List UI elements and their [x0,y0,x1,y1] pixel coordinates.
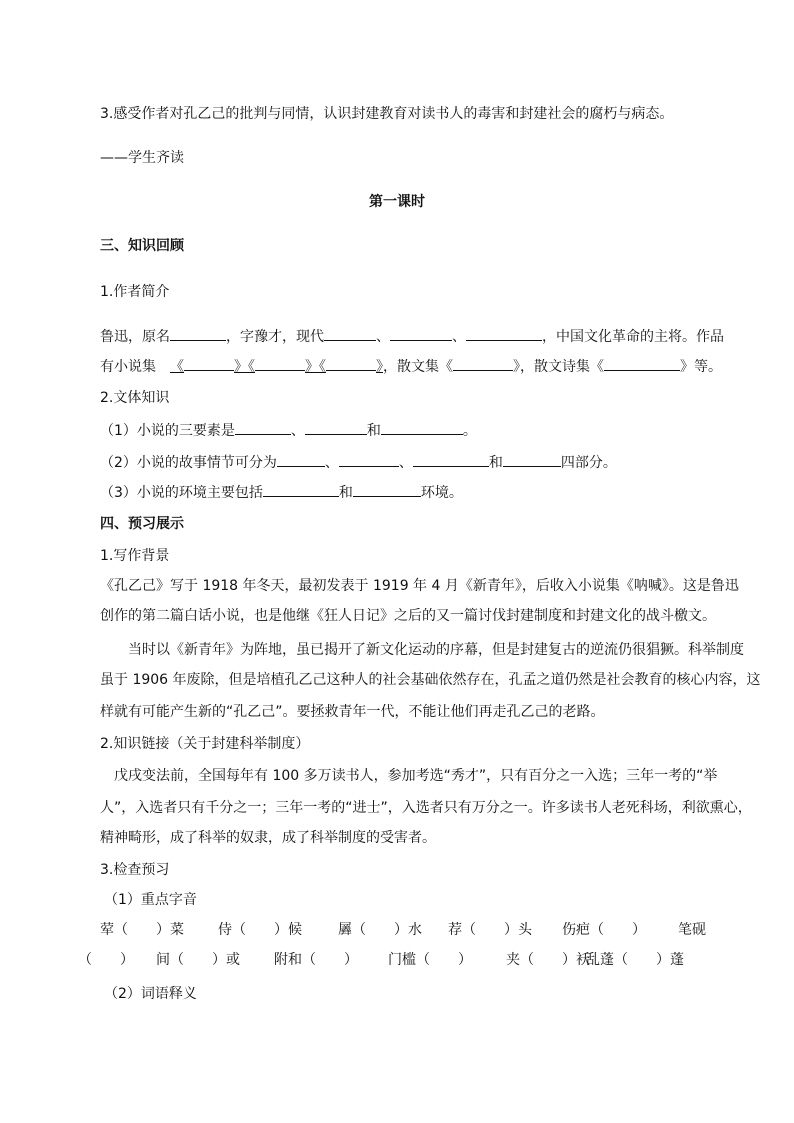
blank-env-1[interactable] [263,482,339,497]
genre-item-1: （1）小说的三要素是 、 和 。 [100,420,477,441]
blank-original-name[interactable] [170,326,226,341]
word-jian[interactable]: 荐（ ）头 [448,922,532,938]
preview-check-heading: 3.检查预习 [100,862,170,878]
background-para-1-line-1: 《孔乙己》写于 1918 年冬天，最初发表于 1919 年 4 月《新青年》，后收入小说集《呐喊》。这是鲁迅 [100,578,739,594]
word-shangba[interactable]: 伤疤（ ） [562,922,646,938]
blank-title-1[interactable] [324,326,376,341]
background-para-2-line-3: 样就有可能产生新的“孔乙己”。要拯救青年一代，不能让他们再走孔乙己的老路。 [100,704,605,720]
word-menkan[interactable]: 门槛（ ） [388,952,472,968]
word-hun[interactable]: 荤（ ）菜 [100,922,184,938]
blank-novel-2[interactable] [255,356,305,371]
background-para-2-line-1: 当时以《新青年》为阵地，虽已揭开了新文化运动的序幕，但是封建复古的逆流仍很猖獗。科举制度 [128,642,744,658]
blank-prose-poem[interactable] [604,356,680,371]
blank-plot-2[interactable] [339,452,399,467]
blank-plot-4[interactable] [503,452,561,467]
blank-env-2[interactable] [353,482,421,497]
word-jiaao[interactable]: 夹（ ）袄 [506,952,590,968]
word-fuhe[interactable]: 附和（ ） [274,952,358,968]
blank-element-2[interactable] [305,420,367,435]
genre-item-3: （3）小说的环境主要包括 和 环境。 [100,482,463,503]
genre-item-2: （2）小说的故事情节可分为 、 、 和 四部分。 [100,452,617,473]
knowledge-link-line-2: 人”，入选者只有千分之一；三年一考的“进士”，入选者只有万分之一。许多读书人老死科场，利欲熏心， [100,800,752,816]
knowledge-link-line-3: 精神畸形，成了科举的奴隶，成了科举制度的受害者。 [100,830,436,846]
blank-plot-3[interactable] [413,452,489,467]
blank-prose[interactable] [453,356,513,371]
word-meaning-heading: （2）词语释义 [104,986,197,1002]
author-intro-heading: 1.作者简介 [100,284,170,300]
objective-3: 3.感受作者对孔乙己的批判与同情，认识封建教育对读书人的毒害和封建社会的腐朽与病态。 [100,106,674,122]
blank-novel-3[interactable] [326,356,376,371]
genre-knowledge-heading: 2.文体知识 [100,390,170,406]
word-biyan[interactable]: 笔砚 [678,922,706,938]
blank-novel-1[interactable] [184,356,234,371]
blank-title-3[interactable] [466,326,542,341]
word-jianhuo[interactable]: 间（ ）或 [156,952,240,968]
background-heading: 1.写作背景 [100,548,170,564]
section-3-heading: 三、知识回顾 [100,238,184,254]
background-para-1-line-2: 创作的第二篇白话小说，也是他继《狂人日记》之后的又一篇讨伐封建制度和封建文化的战斗檄文。 [100,608,716,624]
word-chan[interactable]: 羼（ ）水 [338,922,422,938]
knowledge-link-line-1: 戊戌变法前，全国每年有 100 多万读书人，参加考选“秀才”，只有百分之一入选；三年一考的“举 [114,768,718,784]
author-intro-line-2: 有小说集 《 》《 》《 》，散文集《 》，散文诗集《 》等。 [100,356,722,377]
knowledge-link-heading: 2.知识链接（关于封建科举制度） [100,736,310,752]
blank-plot-1[interactable] [277,452,325,467]
section-4-heading: 四、预习展示 [100,516,184,532]
word-biyan-blank[interactable]: （ ） [78,952,134,968]
blank-element-3[interactable] [381,420,463,435]
blank-title-2[interactable] [390,326,452,341]
word-shi[interactable]: 侍（ ）候 [218,922,302,938]
blank-element-1[interactable] [235,420,291,435]
word-luanpeng[interactable]: 乱蓬（ ）蓬 [586,952,684,968]
read-aloud-note: ——学生齐读 [100,150,184,166]
lesson-title: 第一课时 [369,194,425,210]
author-intro-line-1: 鲁迅，原名 ，字豫才，现代 、 、 ，中国文化革命的主将。作品 [100,326,724,347]
pronunciation-heading: （1）重点字音 [104,892,197,908]
background-para-2-line-2: 虽于 1906 年废除，但是培植孔乙己这种人的社会基础依然存在，孔孟之道仍然是社会教育的核心内容，这 [100,672,761,688]
